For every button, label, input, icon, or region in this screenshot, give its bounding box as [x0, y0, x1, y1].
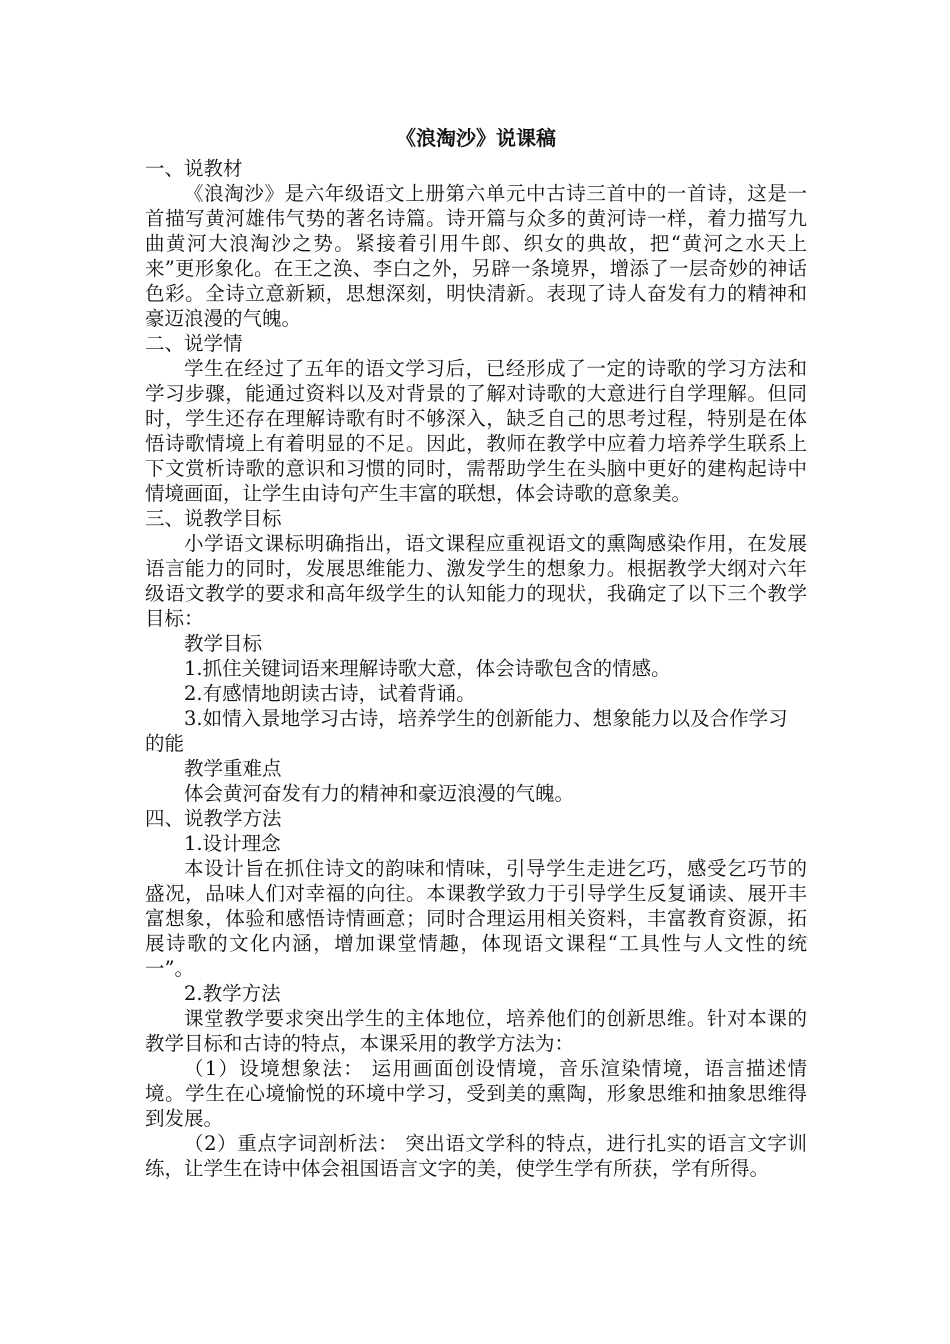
paragraph-teaching-methods: 课堂教学要求突出学生的主体地位，培养他们的创新思维。针对本课的教学目标和古诗的特点，本课采用的教学方法为： — [145, 1007, 807, 1055]
section-heading-students: 二、说学情 — [145, 332, 243, 355]
goal-item-1: 1.抓住关键词语来理解诗歌大意，体会诗歌包含的情感。 — [184, 657, 671, 680]
paragraph-design-concept: 本设计旨在抓住诗文的韵味和情味，引导学生走进乞巧，感受乞巧节的盛况，品味人们对幸福的向往。本课教学致力于引导学生反复诵读、展开丰富想象，体验和感悟诗情画意；同时合理运用相关资料，丰富教育资源，拓展诗歌的文化内涵，增加课堂情趣，体现语文课程“工具性与人文性的统一”。 — [145, 857, 807, 980]
section-heading-textbook: 一、说教材 — [145, 157, 243, 180]
section-heading-goals: 三、说教学目标 — [145, 507, 282, 530]
paragraph-goals-intro: 小学语文课标明确指出，语文课程应重视语文的熏陶感染作用，在发展语言能力的同时，发展思维能力、激发学生的想象力。根据教学大纲对六年级语文教学的要求和高年级学生的认知能力的现状，我确定了以下三个教学目标： — [145, 532, 807, 630]
subheading-teaching-methods: 2.教学方法 — [184, 982, 281, 1005]
paragraph-textbook: 《浪淘沙》是六年级语文上册第六单元中古诗三首中的一首诗，这是一首描写黄河雄伟气势的著名诗篇。诗开篇与众多的黄河诗一样，着力描写九曲黄河大浪淘沙之势。紧接着引用牛郎、织女的典故，把“黄河之水天上来”更形象化。在王之涣、李白之外，另辟一条境界，增添了一层奇妙的神话色彩。全诗立意新颖，思想深刻，明快清新。表现了诗人奋发有力的精神和豪迈浪漫的气魄。 — [145, 182, 807, 330]
section-heading-methods: 四、说教学方法 — [145, 807, 282, 830]
goal-item-2: 2.有感情地朗读古诗，试着背诵。 — [184, 682, 476, 705]
paragraph-students: 学生在经过了五年的语文学习后，已经形成了一定的诗歌的学习方法和学习步骤，能通过资料以及对背景的了解对诗歌的大意进行自学理解。但同时，学生还存在理解诗歌有时不够深入，缺乏自己的思考过程，特别是在体悟诗歌情境上有着明显的不足。因此，教师在教学中应着力培养学生联系上下文赏析诗歌的意识和习惯的同时，需帮助学生在头脑中更好的建构起诗中情境画面，让学生由诗句产生丰富的联想，体会诗歌的意象美。 — [145, 357, 807, 505]
goal-item-3: 3.如情入景地学习古诗，培养学生的创新能力、想象能力以及合作学习的能 — [145, 707, 788, 755]
method-item-2: （2）重点字词剖析法： 突出语文学科的特点，进行扎实的语言文字训练，让学生在诗中体会祖国语言文字的美，使学生学有所获，学有所得。 — [145, 1132, 807, 1180]
subheading-design-concept: 1.设计理念 — [184, 832, 281, 855]
document-page — [145, 124, 807, 1181]
goals-label: 教学目标 — [184, 632, 263, 655]
key-points-label: 教学重难点 — [184, 757, 282, 780]
document-title: 《浪淘沙》说课稿 — [396, 126, 556, 150]
method-item-1: （1）设境想象法： 运用画面创设情境，音乐渲染情境，语言描述情境。学生在心境愉悦的环境中学习，受到美的熏陶，形象思维和抽象思维得到发展。 — [145, 1057, 807, 1130]
key-points-text: 体会黄河奋发有力的精神和豪迈浪漫的气魄。 — [184, 782, 575, 805]
